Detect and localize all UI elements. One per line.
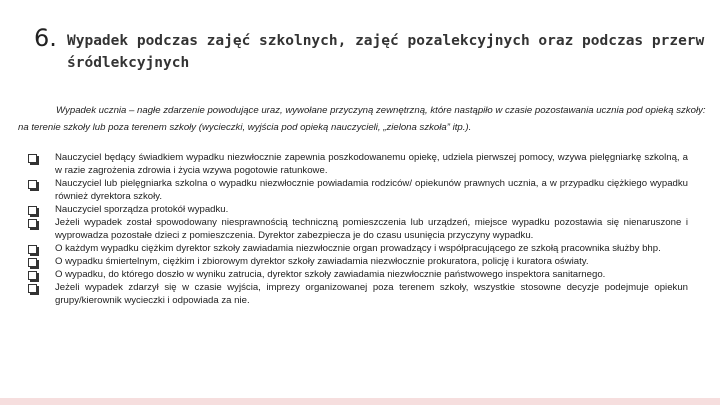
list-item-text: Nauczyciel będący świadkiem wypadku niezwłocznie zapewnia poszkodowanemu opiekę, udziela pierwszej pomocy, wzywa pielęgniarkę szkolną, a w razie zagrożenia zdrowia i życia wzywa pogotowie ratunkowe. (55, 152, 688, 176)
square-bullet-icon (28, 245, 37, 254)
square-bullet-icon (28, 206, 37, 215)
list-item (28, 216, 688, 242)
square-bullet-icon (28, 258, 37, 267)
list-item-text: Jeżeli wypadek zdarzył się w czasie wyjścia, imprezy organizowanej poza terenem szkoły, wszystkie stosowne decyzje podejmuje opiekun grupy/kierownik wycieczki i odpowiada za nie. (55, 282, 688, 306)
list-item (28, 242, 688, 255)
list-item (28, 268, 688, 281)
procedure-list (28, 151, 688, 307)
definition-paragraph: Wypadek ucznia – nagłe zdarzenie powodujące uraz, wywołane przyczyną zewnętrzną, które nastąpiło w czasie pozostawania ucznia pod opieką szkoły: na terenie szkoły lub poza terenem szkoły (wycieczki, wyjścia pod opieką nauczycieli, „zielona szkoła” itp.). (18, 105, 706, 133)
list-item (28, 255, 688, 268)
list-item-text: O każdym wypadku ciężkim dyrektor szkoły zawiadamia niezwłocznie organ prowadzący i współpracującego ze szkołą pracownika służby bhp. (55, 243, 661, 254)
square-bullet-icon (28, 180, 37, 189)
list-item (28, 151, 688, 177)
list-item-text: O wypadku śmiertelnym, ciężkim i zbiorowym dyrektor szkoły zawiadamia niezwłocznie prokuratora, policję i kuratora oświaty. (55, 256, 589, 267)
list-item-text: Nauczyciel lub pielęgniarka szkolna o wypadku niezwłocznie powiadamia rodziców/ opiekunów prawnych ucznia, a w przypadku ciężkiego wypadku również dyrektora szkoły. (55, 178, 688, 202)
list-item (28, 203, 688, 216)
list-item-text: O wypadku, do którego doszło w wyniku zatrucia, dyrektor szkoły zawiadamia niezwłocznie państwowego inspektora sanitarnego. (55, 269, 606, 280)
page-title: Wypadek podczas zajęć szkolnych, zajęć pozalekcyjnych oraz podczas przerw śródlekcyjnych (67, 33, 705, 71)
list-item (28, 177, 688, 203)
square-bullet-icon (28, 284, 37, 293)
list-item (28, 281, 688, 307)
square-bullet-icon (28, 271, 37, 280)
list-item-text: Nauczyciel sporządza protokół wypadku. (55, 204, 229, 215)
bottom-decorative-band (0, 398, 720, 405)
square-bullet-icon (28, 219, 37, 228)
square-bullet-icon (28, 154, 37, 163)
list-item-text: Jeżeli wypadek został spowodowany niesprawnością techniczną pomieszczenia lub urządzeń, miejsce wypadku pozostawia się nienaruszone i wyprowadza pozostałe dzieci z pomieszczenia. Dyrektor zabezpiecza je do czasu usunięcia przyczyny wypadku. (55, 217, 688, 241)
section-number: 6. (34, 24, 57, 52)
